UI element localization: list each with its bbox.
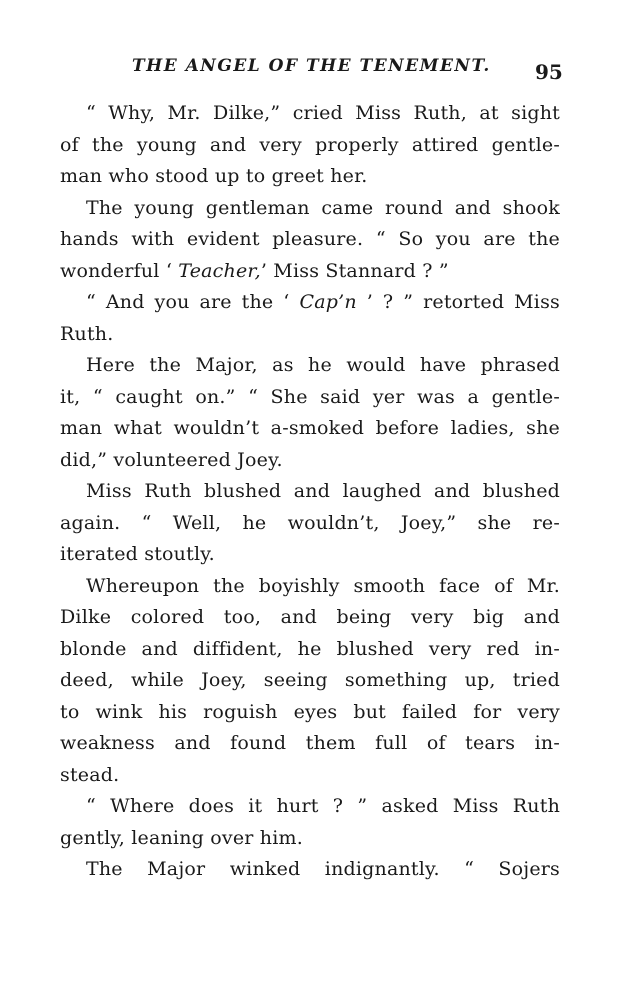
italic-segment: Teacher, [178,259,261,282]
text-segment: wonderful ‘ [60,259,179,282]
text-line: blonde and diffident, he blushed very red in- [60,637,560,660]
text-line: The Major winked indignantly. “ Sojers [86,858,560,880]
text-line: it, “ caught on.” “ She said yer was a gentle- [60,385,560,408]
text-line: did,” volunteered Joey. [60,448,283,471]
text-line: gently, leaning over him. [60,826,303,849]
text-segment: ’ ? ” retorted Miss [356,291,560,313]
text-line: deed, while Joey, seeing something up, tried [60,669,560,691]
page-number: 95 [535,60,563,84]
body-text [60,98,560,886]
text-segment: “ And you are the ‘ [86,291,300,313]
text-line [60,256,560,288]
text-line: stead. [60,763,120,786]
text-line: of the young and very properly attired gentle- [60,133,560,156]
text-line: to wink his roguish eyes but failed for very [60,700,560,723]
text-segment: ’ Miss Stannard ? ” [260,259,449,282]
text-line [60,287,560,319]
text-line: hands with evident pleasure. “ So you are the [60,228,560,250]
text-line: The young gentleman came round and shook [86,196,560,219]
text-line: again. “ Well, he wouldn’t, Joey,” she re- [60,511,560,534]
text-line: man what wouldn’t a-smoked before ladies, she [60,417,560,439]
text-line: Dilke colored too, and being very big and [60,606,560,628]
text-line: Here the Major, as he would have phrased [86,354,560,376]
italic-segment: Cap’n [299,291,357,313]
text-line: Whereupon the boyishly smooth face of Mr. [86,574,560,597]
text-line: Miss Ruth blushed and laughed and blushed [86,480,560,502]
text-line: “ Why, Mr. Dilke,” cried Miss Ruth, at sight [86,102,560,124]
running-title: THE ANGEL OF THE TENEMENT. [132,56,491,76]
text-line: Ruth. [60,322,114,345]
text-line: iterated stoutly. [60,543,215,565]
text-line: “ Where does it hurt ? ” asked Miss Ruth [86,795,560,817]
text-line: weakness and found them full of tears in- [60,732,560,754]
text-line: man who stood up to greet her. [60,165,368,187]
